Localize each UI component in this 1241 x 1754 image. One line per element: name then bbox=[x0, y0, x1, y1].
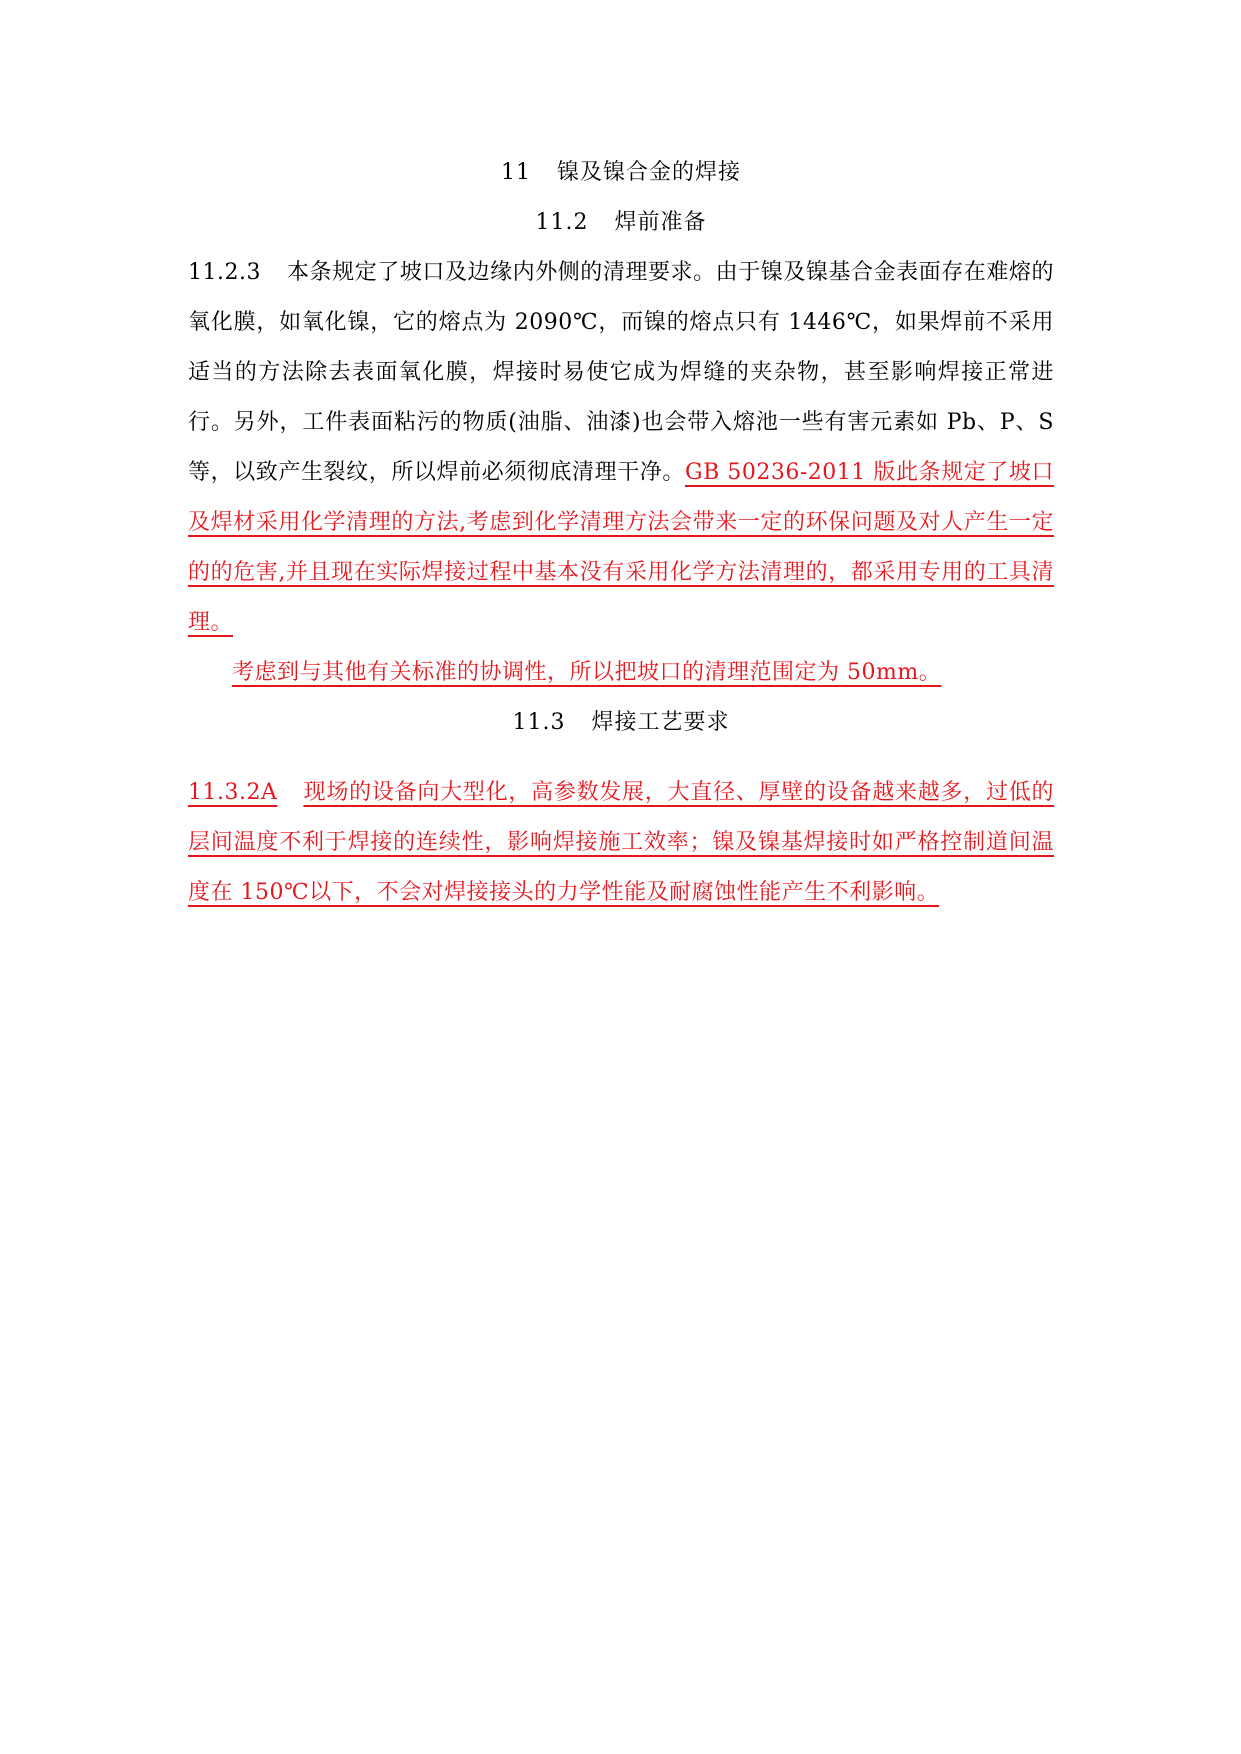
section-11-3-number: 11.3 bbox=[512, 710, 566, 735]
section-11-3-title: 焊接工艺要求 bbox=[591, 710, 730, 735]
chapter-number: 11 bbox=[500, 160, 531, 185]
document-content bbox=[188, 148, 1054, 918]
clause-11-3-2A-number: 11.3.2A bbox=[188, 780, 278, 805]
clause-11-2-3-revision-text: GB 50236-2011 版此条规定了坡口及焊材采用化学清理的方法,考虑到化学清理方法会带来一定的环保问题及对人产生一定的的危害,并且现在实际焊接过程中基本没有采用化学方法清理的，都采用专用的工具清理。 bbox=[188, 460, 1054, 635]
clause-11-3-2A-paragraph bbox=[188, 768, 1054, 918]
section-11-3-heading bbox=[188, 698, 1054, 748]
chapter-title: 镍及镍合金的焊接 bbox=[556, 160, 741, 185]
section-11-2-title: 焊前准备 bbox=[614, 210, 707, 235]
clause-11-3-2A-text: 现场的设备向大型化，高参数发展，大直径、厚壁的设备越来越多，过低的层间温度不利于焊接的连续性，影响焊接施工效率；镍及镍基焊接时如严格控制道间温度在 150℃以下，不会对焊接接头的力学性能及耐腐蚀性能产生不利影响。 bbox=[188, 780, 1054, 905]
clause-11-2-3-revision-paragraph bbox=[188, 648, 1054, 698]
chapter-heading bbox=[188, 148, 1054, 198]
clause-11-2-3-text: 本条规定了坡口及边缘内外侧的清理要求。由于镍及镍基合金表面存在难熔的氧化膜，如氧化镍，它的熔点为 2090℃，而镍的熔点只有 1446℃，如果焊前不采用适当的方法除去表面氧化膜，焊接时易使它成为焊缝的夹杂物，甚至影响焊接正常进行。另外，工件表面粘污的物质(油脂、油漆)也会带入熔池一些有害元素如 Pb、P、S 等，以致产生裂纹，所以焊前必须彻底清理干净。 bbox=[188, 260, 1054, 485]
clause-11-2-3-number: 11.2.3 bbox=[188, 260, 261, 285]
section-11-2-heading bbox=[188, 198, 1054, 248]
clause-11-2-3-paragraph bbox=[188, 248, 1054, 648]
clause-11-2-3-revision-text-2: 考虑到与其他有关标准的协调性，所以把坡口的清理范围定为 50mm。 bbox=[232, 660, 942, 685]
section-11-2-number: 11.2 bbox=[535, 210, 589, 235]
